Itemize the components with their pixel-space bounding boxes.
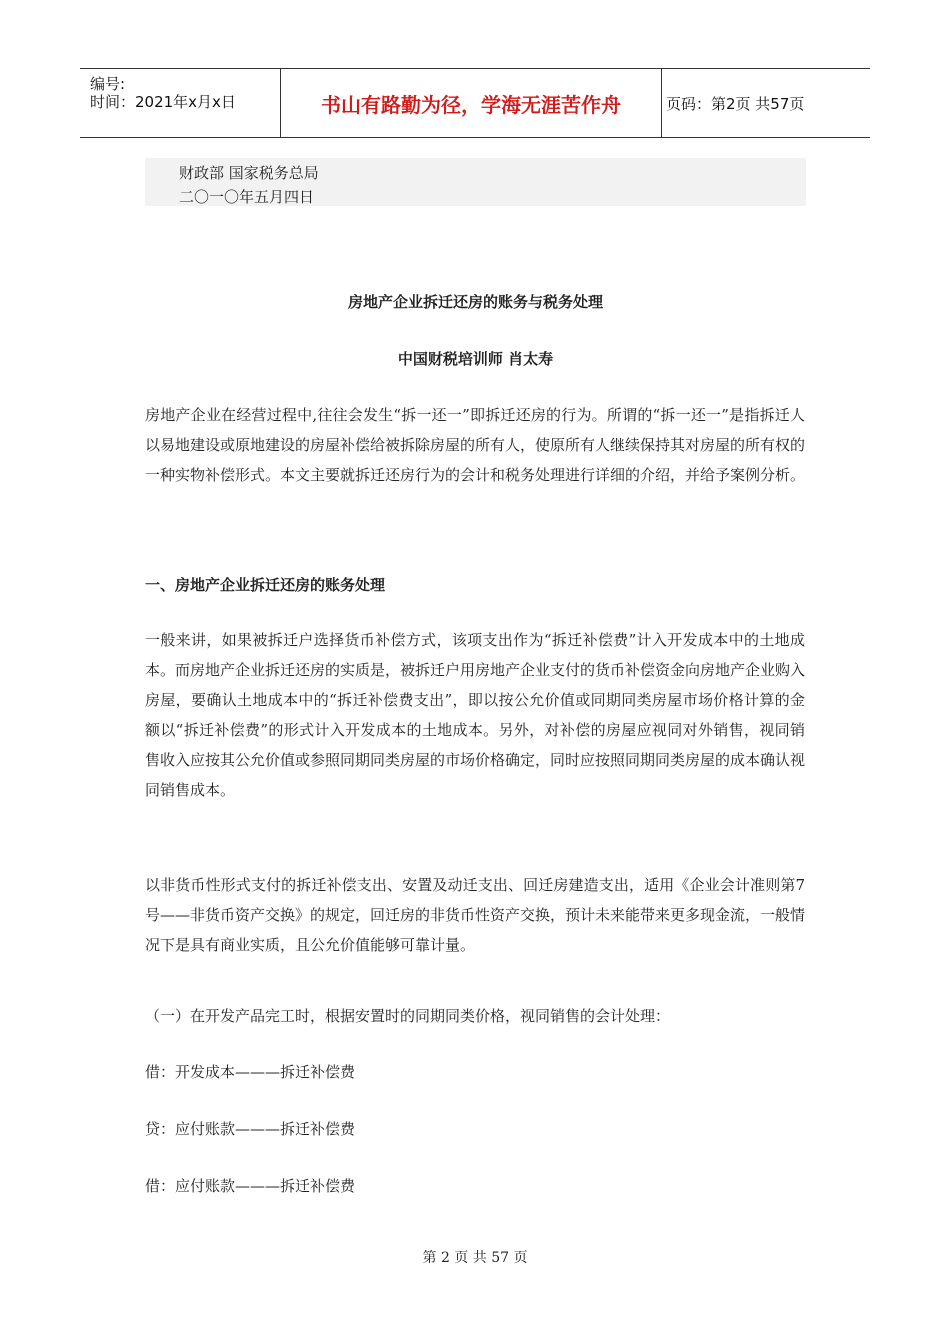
header-motto: 书山有路勤为径，学海无涯苦作舟: [281, 69, 662, 137]
section-paragraph-2: 以非货币性形式支付的拆迁补偿支出、安置及动迁支出、回迁房建造支出，适用《企业会计准则第7号——非货币资产交换》的规定，回迁房的非货币性资产交换，预计未来能带来更多现金流，一般情况下是具有商业实质，且公允价值能够可靠计量。: [145, 876, 806, 954]
section-paragraph-1: 一般来讲，如果被拆迁户选择货币补偿方式，该项支出作为“拆迁补偿费”计入开发成本中的土地成本。而房地产企业拆迁还房的实质是，被拆迁户用房地产企业支付的货币补偿资金向房地产企业购入房屋，要确认土地成本中的“拆迁补偿费支出”，即以按公允价值或同期同类房屋市场价格计算的金额以“拆迁补偿费”的形式计入开发成本的土地成本。另外，对补偿的房屋应视同对外销售，视同销售收入应按其公允价值或参照同期同类房屋的市场价格确定，同时应按照同期同类房屋的成本确认视同销售成本。: [145, 631, 806, 799]
header-meta: [80, 69, 281, 137]
header-page-info: 页码：第2页 共57页: [666, 94, 805, 113]
subsection-heading: （一）在开发产品完工时，根据安置时的同期同类价格，视同销售的会计处理：: [145, 1007, 671, 1025]
page-header: [80, 68, 870, 138]
journal-entry-2: 贷：应付账款———拆迁补偿费: [145, 1120, 356, 1138]
page-footer: 第 2 页 共 57 页: [422, 1250, 528, 1266]
issuer-text: 财政部 国家税务总局: [179, 164, 319, 182]
time-label: 时间：2021年x月x日: [90, 93, 236, 111]
section-heading: 一、房地产企业拆迁还房的账务处理: [145, 576, 386, 594]
article-author: 中国财税培训师 肖太寿: [397, 350, 554, 368]
intro-paragraph: 房地产企业在经营过程中,往往会发生“拆一还一”即拆迁还房的行为。所谓的“拆一还一”是指拆迁人以易地建设或原地建设的房屋补偿给被拆除房屋的所有人，使原所有人继续保持其对房屋的所有权的一种实物补偿形式。本文主要就拆迁还房行为的会计和税务处理进行详细的介绍，并给予案例分析。: [145, 406, 806, 484]
number-label: 编号:: [90, 75, 126, 93]
signature-block: [145, 158, 806, 206]
journal-entry-3: 借：应付账款———拆迁补偿费: [145, 1177, 356, 1195]
article-title: 房地产企业拆迁还房的账务与税务处理: [347, 293, 603, 311]
issue-date: 二〇一〇年五月四日: [179, 188, 315, 206]
journal-entry-1: 借：开发成本———拆迁补偿费: [145, 1063, 356, 1081]
